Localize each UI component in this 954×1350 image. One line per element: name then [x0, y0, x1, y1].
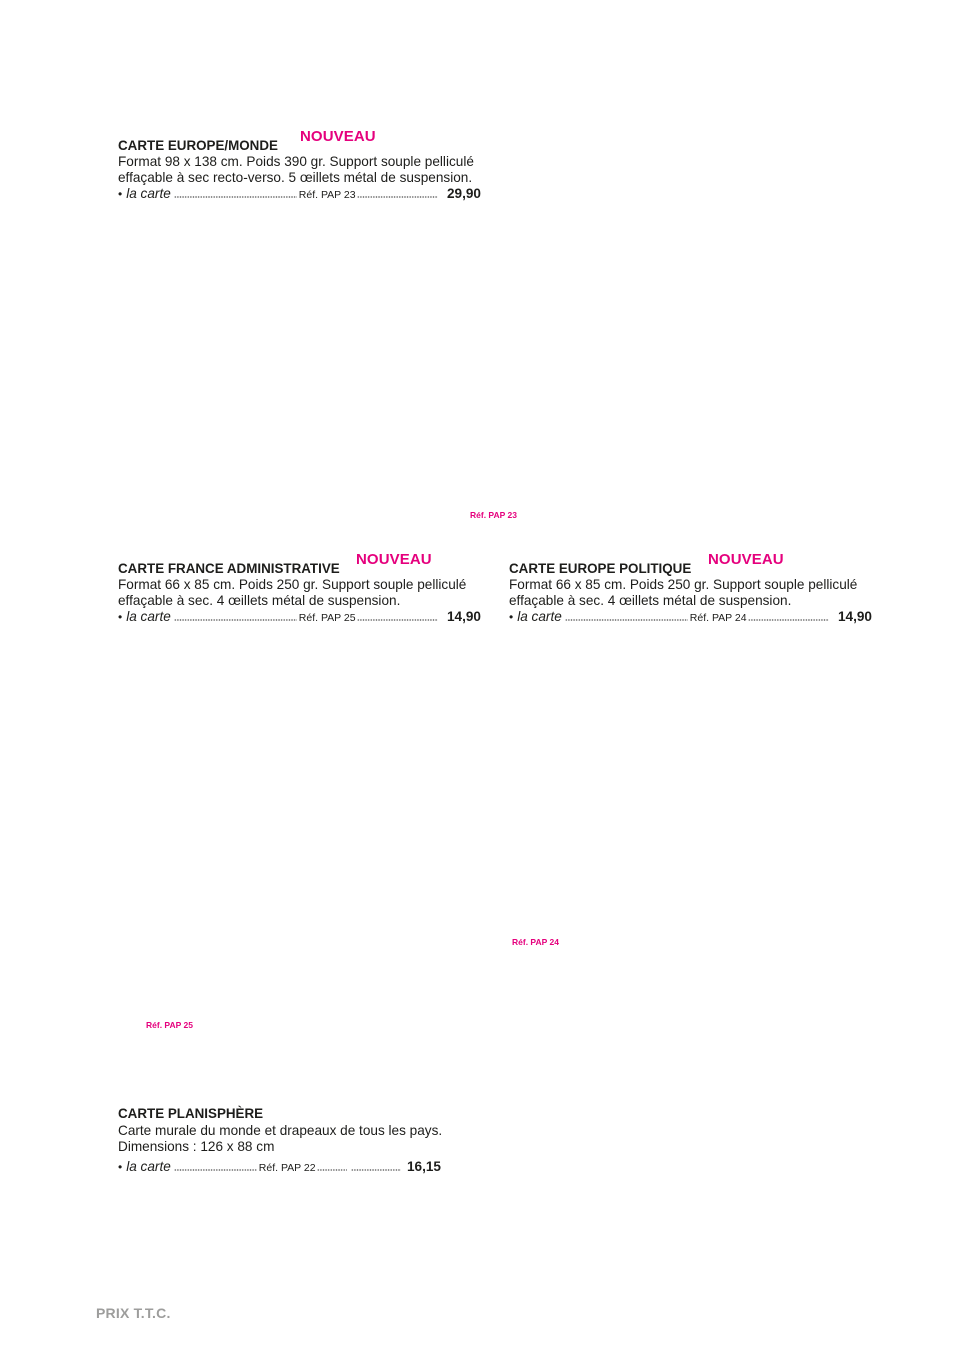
price: 16,15 — [406, 1159, 441, 1174]
bullet-icon: • — [509, 610, 514, 624]
product-description — [118, 577, 481, 609]
dotted-leader — [174, 619, 297, 621]
dotted-leader — [748, 619, 829, 621]
bullet-icon: • — [118, 610, 123, 624]
dotted-leader — [565, 619, 688, 621]
product-description — [509, 577, 872, 609]
price-line — [118, 609, 481, 626]
dotted-leader — [351, 1169, 401, 1171]
description-line: Format 66 x 85 cm. Poids 250 gr. Support souple pelliculé — [118, 577, 467, 592]
new-badge: NOUVEAU — [708, 551, 784, 568]
product-title: CARTE FRANCE ADMINISTRATIVE — [118, 561, 340, 576]
new-badge: NOUVEAU — [356, 551, 432, 568]
image-caption: Réf. PAP 23 — [470, 510, 517, 520]
product-carte-europe-politique — [509, 551, 872, 626]
price: 14,90 — [837, 609, 872, 624]
product-title-row — [118, 1106, 442, 1122]
dotted-leader — [357, 619, 438, 621]
unit-label: la carte — [126, 1159, 171, 1174]
product-title-row — [509, 551, 872, 577]
bullet-icon: • — [118, 1160, 123, 1174]
product-description — [118, 154, 481, 186]
price-line — [509, 609, 872, 626]
new-badge: NOUVEAU — [300, 128, 376, 145]
product-description — [118, 1123, 442, 1155]
product-carte-planisphere — [118, 1106, 442, 1176]
description-line: Dimensions : 126 x 88 cm — [118, 1139, 275, 1154]
product-carte-france-administrative — [118, 551, 481, 626]
description-line: effaçable à sec. 4 œillets métal de suspension. — [118, 593, 401, 608]
price-line — [118, 1159, 441, 1176]
description-line: effaçable à sec recto-verso. 5 œillets métal de suspension. — [118, 170, 473, 185]
product-title: CARTE EUROPE POLITIQUE — [509, 561, 692, 576]
description-line: Format 66 x 85 cm. Poids 250 gr. Support souple pelliculé — [509, 577, 858, 592]
bullet-icon: • — [118, 187, 123, 201]
reference-code: Réf. PAP 24 — [689, 612, 747, 624]
dotted-leader — [174, 196, 297, 198]
unit-label: la carte — [517, 609, 562, 624]
product-title-row — [118, 551, 481, 577]
description-line: Format 98 x 138 cm. Poids 390 gr. Support souple pelliculé — [118, 154, 474, 169]
price: 14,90 — [446, 609, 481, 624]
product-carte-europe-monde — [118, 128, 481, 203]
reference-code: Réf. PAP 22 — [258, 1162, 316, 1174]
price-line — [118, 186, 481, 203]
description-line: effaçable à sec. 4 œillets métal de suspension. — [509, 593, 792, 608]
dotted-leader — [357, 196, 438, 198]
reference-code: Réf. PAP 25 — [298, 612, 356, 624]
unit-label: la carte — [126, 186, 171, 201]
dotted-leader — [317, 1169, 347, 1171]
dotted-leader — [174, 1169, 257, 1171]
price-footer-note: PRIX T.T.C. — [96, 1305, 171, 1321]
image-caption: Réf. PAP 25 — [146, 1020, 193, 1030]
price: 29,90 — [446, 186, 481, 201]
product-title: CARTE PLANISPHÈRE — [118, 1106, 264, 1121]
description-line: Carte murale du monde et drapeaux de tous les pays. — [118, 1123, 443, 1138]
image-caption: Réf. PAP 24 — [512, 937, 559, 947]
reference-code: Réf. PAP 23 — [298, 189, 356, 201]
product-title-row — [118, 128, 481, 154]
product-title: CARTE EUROPE/MONDE — [118, 138, 278, 153]
unit-label: la carte — [126, 609, 171, 624]
